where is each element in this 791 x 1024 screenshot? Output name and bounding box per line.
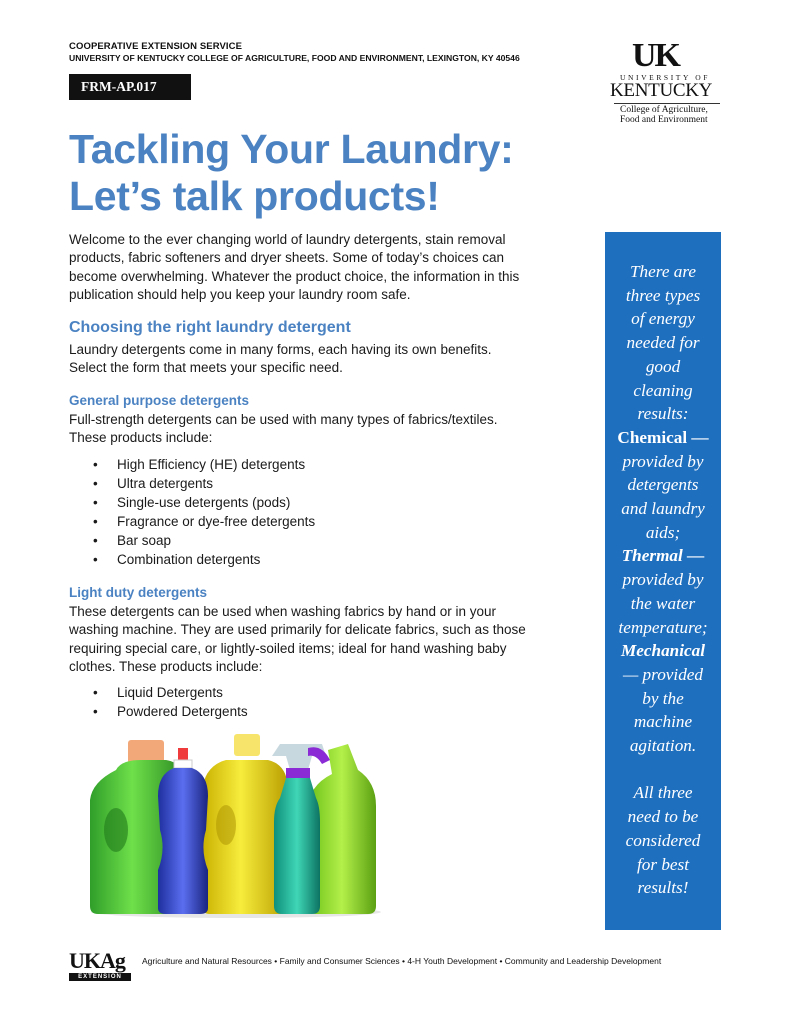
energy-sidebar — [605, 232, 721, 930]
sidebar-line: machine — [633, 712, 693, 732]
intro-line: become overwhelming. Whatever the product choice, the information in this — [69, 268, 520, 284]
title-line2: Let’s talk products! — [69, 173, 440, 219]
sidebar-mechanical-label: Mechanical — [620, 641, 706, 661]
section-heading-choosing: Choosing the right laundry detergent — [69, 319, 351, 336]
sidebar-line: All three — [633, 783, 693, 803]
intro-line: publication should help you keep your laundry room safe. — [69, 286, 411, 302]
sidebar-line: provided by — [622, 570, 704, 590]
sidebar-line: need to be — [627, 807, 699, 827]
page-title — [69, 126, 513, 220]
extension-label: EXTENSION — [69, 973, 131, 981]
list-item: • Ultra detergents — [93, 474, 315, 493]
subheading-general: General purpose detergents — [69, 393, 250, 408]
sidebar-line: provided by — [622, 451, 704, 471]
general-list — [93, 455, 315, 569]
list-item: • Powdered Detergents — [93, 702, 248, 721]
sidebar-line: three types — [625, 285, 701, 305]
uk-logo-divider — [614, 103, 720, 104]
sidebar-line: and laundry — [621, 499, 705, 519]
sidebar-line: results: — [637, 404, 689, 424]
sidebar-line: detergents — [627, 475, 699, 495]
sidebar-line: considered — [625, 830, 701, 850]
publication-code: FRM-AP.017 — [69, 74, 191, 100]
intro-line: products, fabric softeners and dryer sheets. Some of today’s choices can — [69, 250, 504, 266]
college-address: UNIVERSITY OF KENTUCKY COLLEGE OF AGRICULTURE, FOOD AND ENVIRONMENT, LEXINGTON, KY 40546 — [69, 53, 520, 63]
uk-logo-name: KENTUCKY — [610, 80, 713, 101]
uk-logo-university: UNIVERSITY OF — [620, 73, 710, 82]
detergent-bottles-image — [86, 730, 391, 920]
light-paragraph — [69, 603, 599, 676]
sidebar-line: There are — [629, 262, 697, 281]
sidebar-line: temperature; — [618, 617, 708, 637]
footer — [69, 948, 719, 982]
light-line: These detergents can be used when washing fabrics by hand or in your — [69, 604, 497, 619]
sidebar-line: — provided — [622, 664, 704, 684]
list-item: • Combination detergents — [93, 550, 315, 569]
sidebar-thermal-label: Thermal — — [621, 546, 705, 566]
sidebar-line: cleaning — [633, 380, 693, 400]
subheading-light: Light duty detergents — [69, 585, 207, 600]
general-line: These products include: — [69, 430, 213, 446]
light-line: washing machine. They are used primarily for delicate fabrics, such as those — [69, 622, 526, 638]
section1-paragraph — [69, 341, 599, 378]
list-item: • Liquid Detergents — [93, 683, 248, 702]
org-name: COOPERATIVE EXTENSION SERVICE — [69, 41, 243, 52]
light-line: clothes. These products include: — [69, 658, 263, 674]
sidebar-line: of energy — [631, 309, 695, 329]
sidebar-line: by the — [642, 688, 684, 708]
title-line1: Tackling Your Laundry: — [69, 126, 514, 172]
general-paragraph — [69, 411, 599, 448]
intro-line: Welcome to the ever changing world of laundry detergents, stain removal — [69, 232, 506, 247]
ukag-logo: UKAg — [69, 948, 125, 973]
list-item: • Bar soap — [93, 531, 315, 550]
sidebar-line: aids; — [645, 522, 681, 542]
sidebar-line: the water — [630, 593, 696, 613]
sidebar-line: results! — [637, 878, 689, 898]
light-line: requiring special care, or lightly-soiled items; ideal for hand washing baby — [69, 640, 507, 656]
sidebar-line: needed for — [626, 333, 700, 353]
sidebar-line: good — [645, 356, 681, 376]
light-list — [93, 683, 248, 721]
list-item: • Fragrance or dye-free detergents — [93, 512, 315, 531]
uk-logo-mark: UK — [632, 37, 679, 74]
general-line: Full-strength detergents can be used with many types of fabrics/textiles. — [69, 412, 498, 427]
sidebar-line: agitation. — [629, 736, 697, 756]
uk-logo-college-line2: Food and Environment — [620, 115, 708, 125]
sidebar-chemical-label: Chemical — — [617, 427, 709, 447]
section1-line: Select the form that meets your specific need. — [69, 360, 343, 376]
list-item: • Single-use detergents (pods) — [93, 493, 315, 512]
footer-programs: Agriculture and Natural Resources • Family and Consumer Sciences • 4-H Youth Development • Community and Leadership Development — [142, 956, 662, 966]
uk-logo-college-line1: College of Agriculture, — [620, 105, 708, 115]
sidebar-line: for best — [636, 854, 690, 874]
intro-paragraph — [69, 231, 599, 304]
sidebar-spacer — [605, 758, 721, 782]
uk-logo — [608, 37, 726, 126]
list-item: • High Efficiency (HE) detergents — [93, 455, 315, 474]
section1-line: Laundry detergents come in many forms, each having its own benefits. — [69, 342, 492, 357]
